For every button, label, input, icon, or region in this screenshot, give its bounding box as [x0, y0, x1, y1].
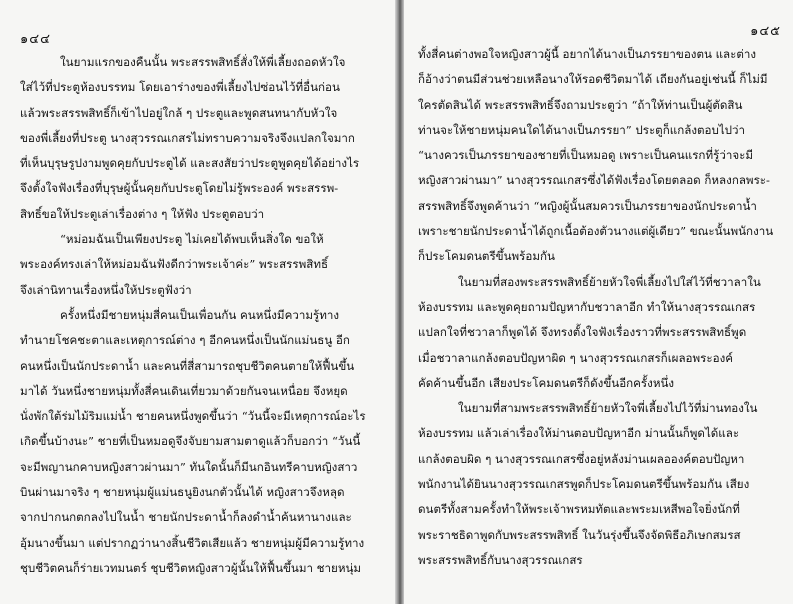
text-line: หญิงสาวผ่านมา” นางสุวรรณเกสรซึ่งได้ฟังเรื่องโดยตลอด ก็หลงกลพระ- — [418, 173, 770, 188]
text-line: สรรพสิทธิ์จึงพูดค้านว่า “หญิงผู้นั้นสมควรเป็นภรรยาของนักประดาน้ำ — [418, 198, 757, 213]
text-line: อุ้มนางขึ้นมา แต่ปรากฏว่านางสิ้นชีวิตเสียแล้ว ชายหนุ่มผู้มีความรู้ทาง — [20, 535, 365, 550]
book-gutter — [395, 0, 404, 604]
text-line: พระราชธิดาพูดกับพระสรรพสิทธิ์ ในวันรุ่งขึ้นจึงจัดพิธีอภิเษกสมรส — [418, 527, 741, 542]
text-line: ห้องบรรทม แล้วเล่าเรื่องให้ม่านตอบปัญหาอีก ม่านนั้นก็พูดได้และ — [418, 426, 740, 441]
text-line: ครั้งหนึ่งมีชายหนุ่มสี่คนเป็นเพื่อนกัน คนหนึ่งมีความรู้ทาง — [60, 307, 340, 322]
text-line: ที่เห็นบุรุษรูปงามพูดคุยกับประตูได้ และสงสัยว่าประตูพูดคุยได้อย่างไร — [20, 156, 360, 171]
text-line: จึงเล่านิทานเรื่องหนึ่งให้ประตูฟังว่า — [20, 282, 192, 297]
text-line: ท่านจะให้ชายหนุ่มคนใดได้นางเป็นภรรยา” ประตูก็แกล้งตอบไปว่า — [418, 122, 746, 137]
page-body-text — [418, 42, 781, 573]
text-line: เพราะชายนักประดาน้ำได้ถูกเนื้อต้องตัวนางแต่ผู้เดียว” ขณะนั้นพนักงาน — [418, 224, 774, 239]
text-line: จึงตั้งใจฟังเรื่องที่บุรุษผู้นั้นคุยกับประตูโดยไม่รู้พระองค์ พระสรรพ- — [20, 181, 339, 196]
text-line: ทำนายโชคชะตาและเหตุการณ์ต่าง ๆ อีกคนหนึ่งเป็นนักแม่นธนู อีก — [20, 333, 350, 348]
text-line: บินผ่านมาจริง ๆ ชายหนุ่มผู้แม่นธนูยิงนกตัวนั้นได้ หญิงสาวจึงหลุด — [20, 485, 345, 500]
text-line: “หม่อมฉันเป็นเพียงประตู ไม่เคยได้พบเห็นสิ่งใด ขอให้ — [60, 232, 324, 247]
text-line: จากปากนกตกลงไปในน้ำ ชายนักประดาน้ำก็ลงดำน้ำค้นหานางและ — [20, 510, 352, 525]
text-line: ของพี่เลี้ยงที่ประตู นางสุวรรณเกสรไม่ทราบความจริงจึงแปลกใจมาก — [20, 130, 355, 145]
text-line: ใส่ไว้ที่ประตูห้องบรรทม โดยเอาร่างของพี่เลี้ยงไปซ่อนไว้ที่อื่นก่อน — [20, 80, 340, 95]
text-line: ใครตัดสินได้ พระสรรพสิทธิ์จึงถามประตูว่า “ถ้าให้ท่านเป็นผู้ตัดสิน — [418, 97, 743, 112]
page-number: ๑๔๕ — [750, 24, 781, 39]
text-line: แปลกใจที่ชวาลาก็พูดได้ จึงทรงตั้งใจฟังเรื่องราวที่พระสรรพสิทธิ์พูด — [418, 325, 747, 340]
text-line: แกล้งตอบผิด ๆ นางสุวรรณเกสรซึ่งอยู่หลังม่านเผลอองค์ตอบปัญหา — [418, 451, 745, 466]
text-line: “นางควรเป็นภรรยาของชายที่เป็นหมอดู เพราะเป็นคนแรกที่รู้ว่าจะมี — [418, 148, 754, 163]
text-line: ก็ประโคมดนตรีขึ้นพร้อมกัน — [418, 249, 555, 264]
text-line: สิทธิ์ขอให้ประตูเล่าเรื่องต่าง ๆ ให้ฟัง ประตูตอบว่า — [20, 206, 265, 221]
text-line: คนหนึ่งเป็นนักประดาน้ำ และคนที่สี่สามารถชุบชีวิตคนตายให้ฟื้นขึ้น — [20, 358, 355, 373]
text-line: ในยามที่สามพระสรรพสิทธิ์ย้ายหัวใจพี่เลี้ยงไปไว้ที่ม่านทองใน — [458, 401, 758, 416]
text-line: ก็อ้างว่าตนมีส่วนช่วยเหลือนางให้รอดชีวิตมาได้ เถียงกันอยู่เช่นนี้ ก็ไม่มี — [418, 72, 768, 87]
text-line: มาได้ วันหนึ่งชายหนุ่มทั้งสี่คนเดินเที่ยวมาด้วยกันจนเหนื่อย จึงหยุด — [20, 383, 348, 398]
text-line: เกิดขึ้นบ้างนะ” ชายที่เป็นหมอดูจึงจับยามสามตาดูแล้วก็บอกว่า “วันนี้ — [20, 434, 361, 449]
text-line: เมื่อชวาลาแกล้งตอบปัญหาผิด ๆ นางสุวรรณเกสรก็เผลอพระองค์ — [418, 350, 733, 365]
text-line: ชุบชีวิตคนก็ร่ายเวทมนตร์ ชุบชีวิตหญิงสาวผู้นั้นให้ฟื้นขึ้นมา ชายหนุ่ม — [20, 560, 362, 575]
page-number: ๑๔๔ — [20, 32, 51, 47]
text-line: คัดค้านขึ้นอีก เสียงประโคมดนตรีก็ดังขึ้นอีกครั้งหนึ่ง — [418, 375, 675, 390]
text-line: พระองค์ทรงเล่าให้หม่อมฉันฟังดีกว่าพระเจ้าค่ะ” พระสรรพสิทธิ์ — [20, 257, 329, 272]
right-page — [404, 0, 793, 604]
text-line: นั่งพักใต้ร่มไม้ริมแม่น้ำ ชายคนหนึ่งพูดขึ้นว่า “วันนี้จะมีเหตุการณ์อะไร — [20, 409, 366, 424]
text-line: พนักงานได้ยินนางสุวรรณเกสรพูดก็ประโคมดนตรีขึ้นพร้อมกัน เสียง — [418, 477, 750, 492]
text-line: ในยามที่สองพระสรรพสิทธิ์ย้ายหัวใจพี่เลี้ยงไปใส่ไว้ที่ชวาลาใน — [458, 274, 761, 289]
page-body-text — [20, 50, 381, 581]
text-line: แล้วพระสรรพสิทธิ์ก็เข้าไปอยู่ใกล้ ๆ ประตูและพูดสนทนากับหัวใจ — [20, 105, 338, 120]
text-line: จะมีพญานกคาบหญิงสาวผ่านมา” ทันใดนั้นก็มีนกอินทรีคาบหญิงสาว — [20, 459, 358, 474]
text-line: พระสรรพสิทธิ์กับนางสุวรรณเกสร — [418, 552, 583, 567]
text-line: ทั้งสี่คนต่างพอใจหญิงสาวผู้นี้ อยากได้นางเป็นภรรยาของตน และต่าง — [418, 47, 757, 61]
text-line: ในยามแรกของคืนนั้น พระสรรพสิทธิ์สั่งให้พี่เลี้ยงถอดหัวใจ — [60, 55, 346, 69]
left-page — [0, 0, 395, 604]
text-line: ดนตรีทั้งสามครั้งทำให้พระเจ้าพรหมทัตและพระมเหสีพอใจยิ่งนักที่ — [418, 502, 740, 517]
text-line: ห้องบรรทม และพูดคุยถามปัญหากับชวาลาอีก ทำให้นางสุวรรณเกสร — [418, 299, 756, 314]
